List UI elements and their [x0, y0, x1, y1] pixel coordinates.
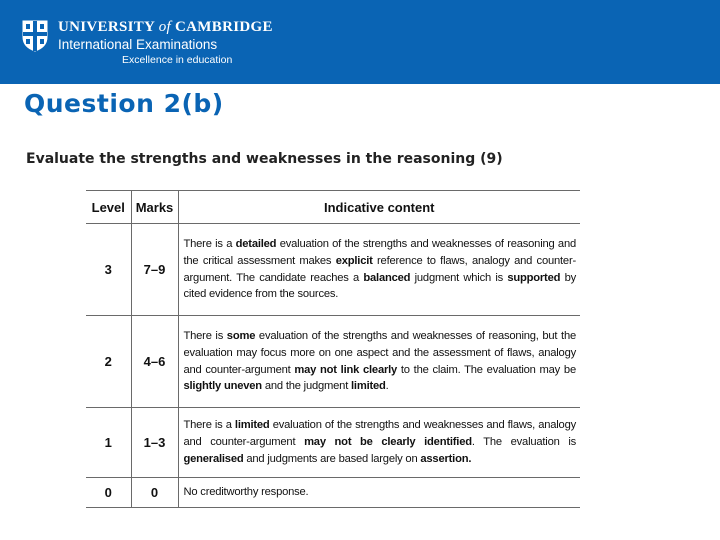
table-row [86, 478, 580, 508]
slide-title: Question 2(b) [24, 89, 224, 118]
level-cell: 0 [86, 478, 131, 508]
column-header-content: Indicative content [178, 191, 580, 224]
indicative-content-cell: No creditworthy response. [178, 478, 580, 508]
university-name: UNIVERSITY of CAMBRIDGE [58, 19, 273, 35]
indicative-content-cell: There is some evaluation of the strengths and weaknesses of reasoning, but the evaluation may focus more on one aspect and the assessment of flaws, analogy and counter-argument may not link clearly to the claim. The evaluation may be slightly uneven and the judgment limited. [178, 316, 580, 408]
indicative-content-cell: There is a limited evaluation of the strengths and weaknesses and flaws, analogy and counter-argument may not be clearly identified. The evaluation is generalised and judgments are based largely on assertion. [178, 408, 580, 478]
column-header-marks: Marks [131, 191, 178, 224]
header-banner [0, 0, 720, 84]
mark-scheme-table [86, 190, 580, 508]
marks-cell: 1–3 [131, 408, 178, 478]
marks-cell: 0 [131, 478, 178, 508]
organisation-tagline: Excellence in education [122, 54, 233, 66]
marks-cell: 4–6 [131, 316, 178, 408]
table-row [86, 224, 580, 316]
level-cell: 3 [86, 224, 131, 316]
level-cell: 1 [86, 408, 131, 478]
indicative-content-cell: There is a detailed evaluation of the strengths and weaknesses of reasoning and the critical assessment makes explicit reference to flaws, analogy and counter-argument. The candidate reaches a balanced judgment which is supported by cited evidence from the sources. [178, 224, 580, 316]
organisation-subtitle: International Examinations [58, 37, 218, 52]
question-prompt: Evaluate the strengths and weaknesses in the reasoning (9) [26, 151, 503, 167]
table-row [86, 316, 580, 408]
table-header-row [86, 191, 580, 224]
table-row [86, 408, 580, 478]
marks-cell: 7–9 [131, 224, 178, 316]
university-crest-icon [22, 20, 48, 52]
column-header-level: Level [86, 191, 131, 224]
level-cell: 2 [86, 316, 131, 408]
